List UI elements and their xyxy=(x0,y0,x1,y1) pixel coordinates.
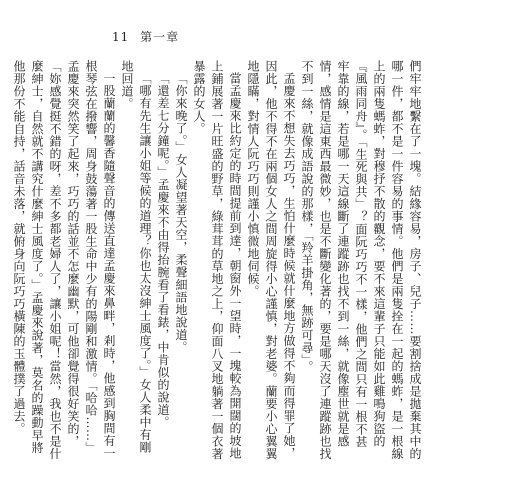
paragraph: 們牢牢地繫在了一塊。結緣容易，房子、兒子……要割捨成是拋棄其中的哪一件，都不是一件容易的事情。他們是兩隻拴在一起的螞蚱，是一根線上的兩隻螞蚱，對穆抒不散的觀念，要不來這輩子只能如此雞鳴狗盜的『風雨同舟』。「生死與共」？面阮巧巧不一樣，他們之間只有一根不甚牢靠的線，若是哪一天這線斷了連蹤跡也找不到一絲，就像塵世就是感情，感情是這東西最微妙，也是不斷變化著的，要是哪天沒了連蹤跡也找不到一絲，就像成語說的那樣，「羚羊掛角，無跡可尋」。 xyxy=(300,60,422,460)
paragraph: 當孟慶來比約定的時間提前到達，朝窗外一望時，一塊較為開闊的坡地上鋪展著一片旺盛的野草，綠茸茸的草地之上，仰面八叉地躺著一個衣著暴露的女人。 xyxy=(192,60,242,460)
paragraph: 「你來晚了。」女人凝望著天空，柔聲細語地說道。 xyxy=(174,72,188,354)
running-header xyxy=(112,28,179,45)
vertical-body-text xyxy=(12,60,424,460)
chapter-title: 第一章 xyxy=(140,30,180,44)
paragraph: 一股蘭蘭的馨香隨聲音的傳送直達孟慶來鼻畔，剎時，他感到胸間有一根琴弦在撥響，周身鼓蕩著一股生命中少有的陽剛和激情。「哈哈……」孟慶來突然笑了起來，巧巧的話並不怎麼幽默，可他卻覺得很好笑的，「妳感覺挺不錯的呀，差不多都老婦人了，讓小姐呢！當然，我也不是什麼紳士，自然就不講究什麼紳士風度了。」孟慶來說著，莫名的躁動早將他那份不能自持，話音未落，就俯身向阮巧巧橫陳的玉體撲了過去。 xyxy=(12,60,116,460)
page-number: 11 xyxy=(112,30,130,44)
paragraph: 孟慶來不想失去巧巧，生怕什麼時候就什麼地方做得不夠而得罪了她，因此，他不得不在兩個女人之間周旋得小心謹慎，對老婆。蘭要小心翼翼地隱瞞，對情人阮巧巧則謹小慎微地伺候。 xyxy=(246,60,296,460)
paragraph: 「哪有先生讓小姐等候的道理？你也太沒紳士風度了。」女人柔中有剛地回道。 xyxy=(120,60,152,454)
paragraph: 「還差七分鐘呢。」孟慶來不由得抬腕看了看錶，中肯似的說道。 xyxy=(156,72,170,429)
